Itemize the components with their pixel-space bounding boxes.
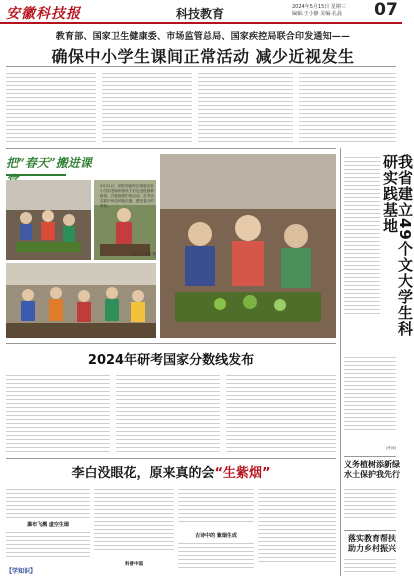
photo-feature-title: 把“春天”搬进课 — [6, 156, 92, 170]
sidebar-story-body-bottom — [344, 354, 396, 446]
issue-date: 2024年5月15日 星期三 — [292, 4, 346, 10]
page-number: 07 — [374, 0, 398, 20]
photo-credit: 王金生 方鹏 摄 — [132, 252, 156, 256]
feature-source: 科普中国 — [125, 562, 143, 567]
feature-column-3-top — [178, 486, 254, 530]
feature-subhead-2: 古诗中的 紫烟生成 — [195, 533, 237, 539]
feature-column-3-bottom — [178, 540, 254, 574]
feature-column-2 — [94, 486, 174, 558]
photo-main — [6, 180, 91, 260]
divider — [6, 66, 396, 67]
top-story-column-4 — [299, 70, 396, 142]
brief1-headline: 义务植树添新绿 水土保护我先行 — [344, 460, 400, 479]
feature-column-4 — [258, 486, 336, 574]
exam-story-headline: 2024年研考国家分数线发布 — [87, 353, 255, 368]
feature-column-1-bottom — [6, 529, 90, 565]
feature-headline-text: 李白没眼花，原来真的会 — [71, 466, 215, 481]
feature-column-1-top — [6, 486, 90, 520]
section-title: 科技教育 — [176, 7, 225, 21]
top-story-kicker: 教育部、国家卫生健康委、市场监管总局、国家疾控局联合印发通知—— — [55, 32, 351, 42]
brief1-body — [344, 486, 396, 526]
exam-story-column-1 — [6, 372, 110, 452]
feature-headline-quote: “生紫烟” — [214, 466, 271, 481]
header-rule — [0, 22, 402, 24]
tag-learn-knowledge: 【学知识】 — [6, 568, 37, 575]
brief2-body — [344, 556, 396, 574]
photo-classroom — [160, 154, 336, 338]
exam-story-column-3 — [226, 372, 336, 452]
sidebar-story-body-top — [344, 154, 380, 350]
top-story-headline: 确保中小学生课间正常活动 减少近视发生 — [51, 47, 355, 66]
editor-credits: 编辑:王小静 美编:孔晨 — [292, 11, 342, 17]
divider — [6, 148, 336, 149]
top-story-column-2 — [102, 70, 192, 142]
column-rule — [340, 148, 341, 576]
divider — [6, 343, 336, 344]
divider — [344, 456, 396, 457]
photo-group — [6, 263, 156, 338]
title-underline — [6, 174, 110, 176]
feature-subhead-1: 瀑布飞溅 虚空生烟 — [27, 522, 69, 528]
top-story-column-3 — [198, 70, 293, 142]
sidebar-source: (许沛) — [386, 446, 396, 450]
top-story-column-1 — [6, 70, 96, 142]
sidebar-story-headline: 我省建立49个文大学生科研实践基地 — [381, 154, 414, 337]
photo-caption: 3月21日，阜阳市颍州区城南实验小学的老师带领孩子们走进校园种植园，开展植树护绿活动，在劳动实践中体验种植乐趣，感受春天的美好。 — [100, 184, 154, 208]
brief2-headline: 落实教育帮扶 助力乡村振兴 — [348, 534, 396, 553]
newspaper-logo: 安徽科技报 — [6, 6, 81, 22]
feature-headline — [6, 462, 336, 482]
divider — [6, 458, 336, 459]
exam-story-column-2 — [116, 372, 220, 452]
divider — [344, 530, 396, 531]
